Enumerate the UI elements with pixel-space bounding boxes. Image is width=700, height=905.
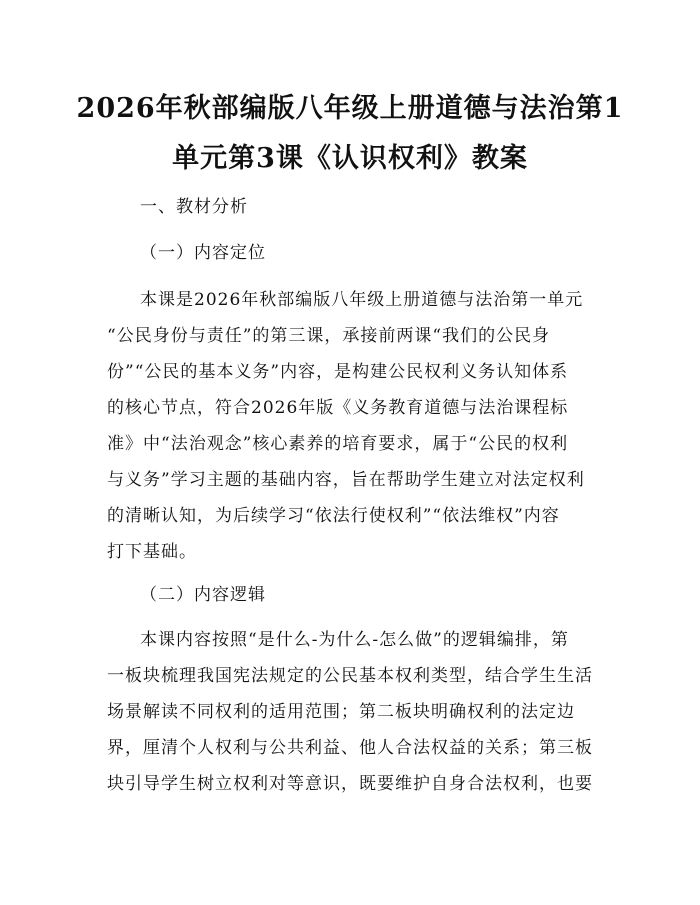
- paragraph-line: 本课是2026年秋部编版八年级上册道德与法治第一单元: [140, 290, 584, 310]
- paragraph-line: 的核心节点，符合2026年版《义务教育道德与法治课程标: [107, 398, 569, 418]
- subsection-heading-content-logic: （二）内容逻辑: [140, 585, 266, 605]
- section-heading-textbook-analysis: 一、教材分析: [140, 197, 248, 217]
- paragraph-line: 一板块梳理我国宪法规定的公民基本权利类型，结合学生生活: [107, 666, 593, 686]
- paragraph-line: 与义务”学习主题的基础内容，旨在帮助学生建立对法定权利: [107, 470, 585, 490]
- paragraph-line: 本课内容按照“是什么-为什么-怎么做”的逻辑编排，第: [140, 630, 569, 650]
- paragraph-line: 份”“公民的基本义务”内容，是构建公民权利义务认知体系: [107, 362, 569, 382]
- paragraph-line: 界，厘清个人权利与公共利益、他人合法权益的关系；第三板: [107, 738, 593, 758]
- paragraph-line: 准》中“法治观念”核心素养的培育要求，属于“公民的权利: [107, 434, 569, 454]
- paragraph-line: 的清晰认知，为后续学习“依法行使权利”“依法维权”内容: [107, 506, 560, 526]
- paragraph-line: 块引导学生树立权利对等意识，既要维护自身合法权利，也要: [107, 774, 593, 794]
- document-title-line-2: 单元第3课《认识权利》教案: [172, 143, 528, 174]
- paragraph-line: 场景解读不同权利的适用范围；第二板块明确权利的法定边: [107, 702, 575, 722]
- paragraph-line: 打下基础。: [107, 542, 197, 562]
- paragraph-line: “公民身份与责任”的第三课，承接前两课“我们的公民身: [107, 326, 551, 346]
- subsection-heading-content-positioning: （一）内容定位: [140, 243, 266, 263]
- document-title-line-1: 2026年秋部编版八年级上册道德与法治第1: [76, 93, 624, 124]
